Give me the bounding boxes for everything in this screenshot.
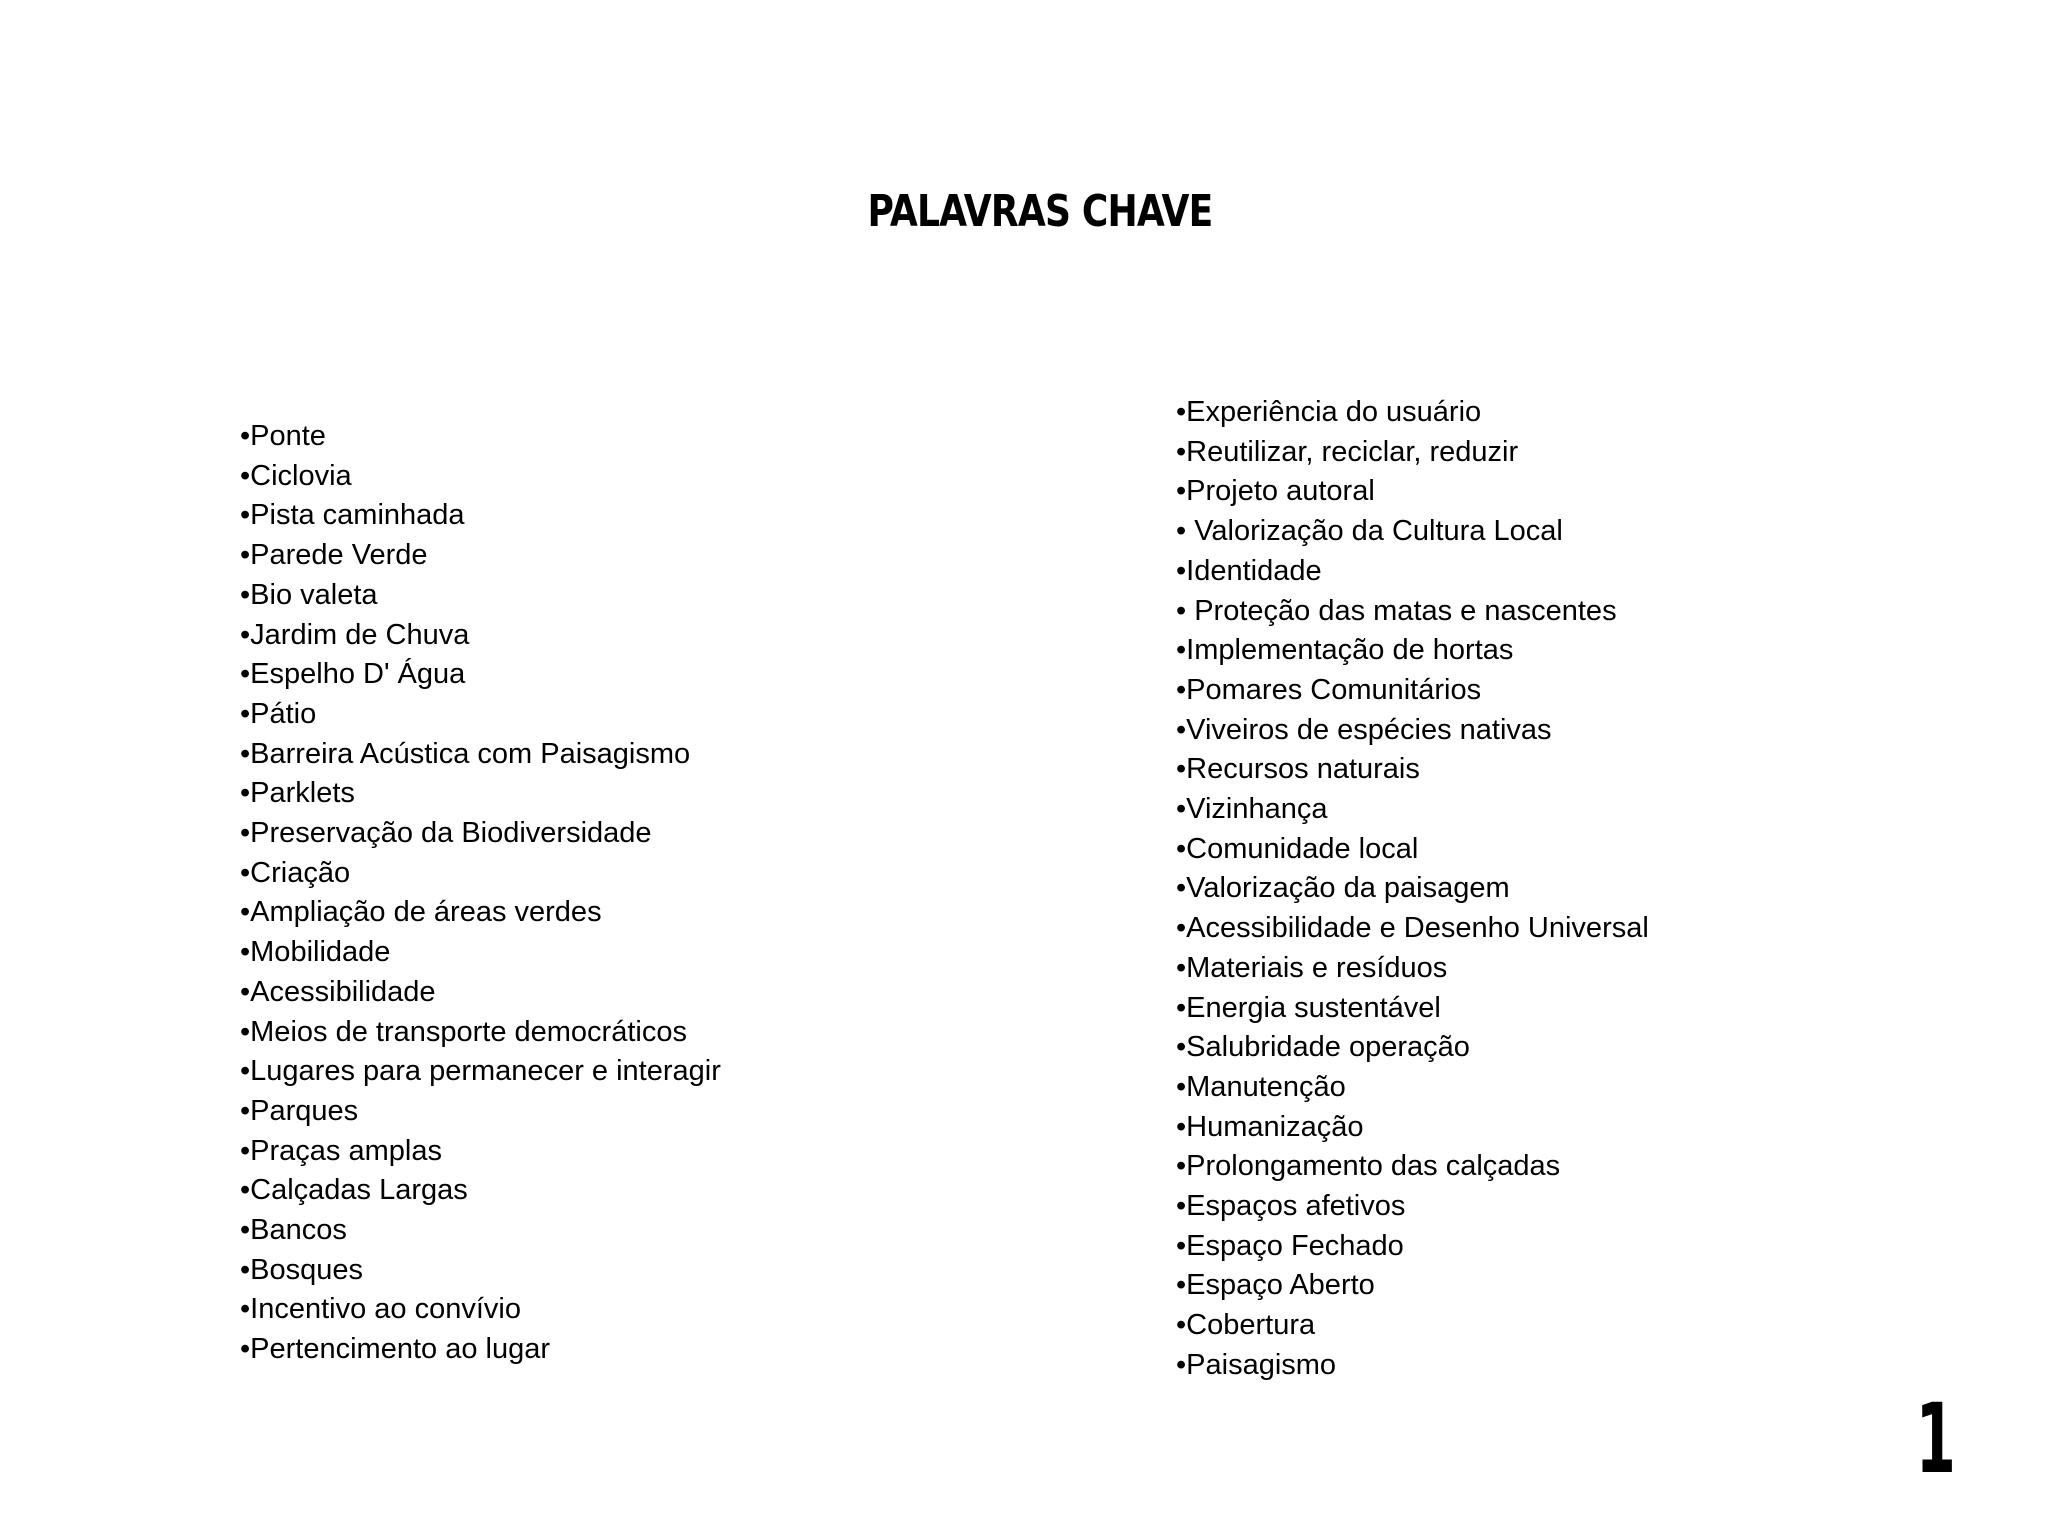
keyword-item: •Energia sustentável xyxy=(1176,991,1441,1024)
keyword-item: •Ponte xyxy=(240,420,326,452)
keyword-item: •Vizinhança xyxy=(1176,793,1328,826)
keyword-list-right xyxy=(1176,393,1649,1386)
keyword-item: •Ciclovia xyxy=(240,459,352,492)
keyword-item: •Viveiros de espécies nativas xyxy=(1176,713,1552,746)
keyword-item: •Pátio xyxy=(240,697,317,730)
keyword-item: •Cobertura xyxy=(1176,1309,1316,1342)
keyword-item: •Prolongamento das calçadas xyxy=(1176,1150,1561,1183)
keyword-item: • Proteção das matas e nascentes xyxy=(1176,594,1617,627)
keyword-item: •Paisagismo xyxy=(1176,1348,1337,1381)
keyword-item: •Manutenção xyxy=(1176,1070,1346,1103)
keyword-item: •Incentivo ao convívio xyxy=(240,1293,521,1326)
keyword-item: •Ampliação de áreas verdes xyxy=(240,896,602,929)
keyword-item: •Espaços afetivos xyxy=(1176,1190,1406,1223)
keyword-item: •Praças amplas xyxy=(240,1134,442,1167)
keyword-item: •Acessibilidade e Desenho Universal xyxy=(1176,912,1649,945)
keyword-item: •Acessibilidade xyxy=(240,975,436,1008)
keyword-item: •Humanização xyxy=(1176,1110,1364,1143)
keyword-item: •Pista caminhada xyxy=(240,499,465,532)
keyword-item: •Jardim de Chuva xyxy=(240,618,470,651)
keyword-item: •Valorização da paisagem xyxy=(1176,872,1510,905)
keyword-item: •Criação xyxy=(240,856,351,889)
keyword-item: •Pertencimento ao lugar xyxy=(240,1333,550,1366)
keyword-item: •Materiais e resíduos xyxy=(1176,951,1448,984)
keyword-item: •Bosques xyxy=(240,1253,364,1286)
keyword-item: •Experiência do usuário xyxy=(1176,396,1482,428)
keyword-item: •Parques xyxy=(240,1094,359,1127)
keyword-item: •Comunidade local xyxy=(1176,832,1419,865)
keyword-item: •Meios de transporte democráticos xyxy=(240,1015,687,1048)
keyword-item: •Parklets xyxy=(240,777,355,810)
keyword-item: •Espelho D' Água xyxy=(240,658,466,691)
keyword-item: •Mobilidade xyxy=(240,936,391,969)
keyword-item: •Espaço Aberto xyxy=(1176,1269,1375,1302)
keyword-item: •Bio valeta xyxy=(240,578,378,611)
keyword-item: • Valorização da Cultura Local xyxy=(1176,515,1563,548)
keyword-list-left xyxy=(240,417,721,1370)
keyword-item: •Reutilizar, reciclar, reduzir xyxy=(1176,435,1519,468)
keyword-item: •Pomares Comunitários xyxy=(1176,673,1482,706)
keyword-item: •Bancos xyxy=(240,1214,347,1247)
keyword-item: •Barreira Acústica com Paisagismo xyxy=(240,737,691,770)
keyword-item: •Espaço Fechado xyxy=(1176,1229,1404,1262)
keyword-item: •Preservação da Biodiversidade xyxy=(240,817,652,850)
keyword-item: •Identidade xyxy=(1176,554,1322,587)
keyword-item: •Calçadas Largas xyxy=(240,1174,468,1207)
keyword-item: •Recursos naturais xyxy=(1176,753,1420,786)
page-title: PALAVRAS CHAVE xyxy=(867,186,1213,237)
keyword-item: •Implementação de hortas xyxy=(1176,634,1514,667)
page-number: 1 xyxy=(1915,1383,1956,1495)
keyword-item: •Parede Verde xyxy=(240,539,428,572)
keyword-item: •Lugares para permanecer e interagir xyxy=(240,1055,721,1088)
keyword-item: •Salubridade operação xyxy=(1176,1031,1470,1064)
keyword-item: •Projeto autoral xyxy=(1176,475,1375,508)
